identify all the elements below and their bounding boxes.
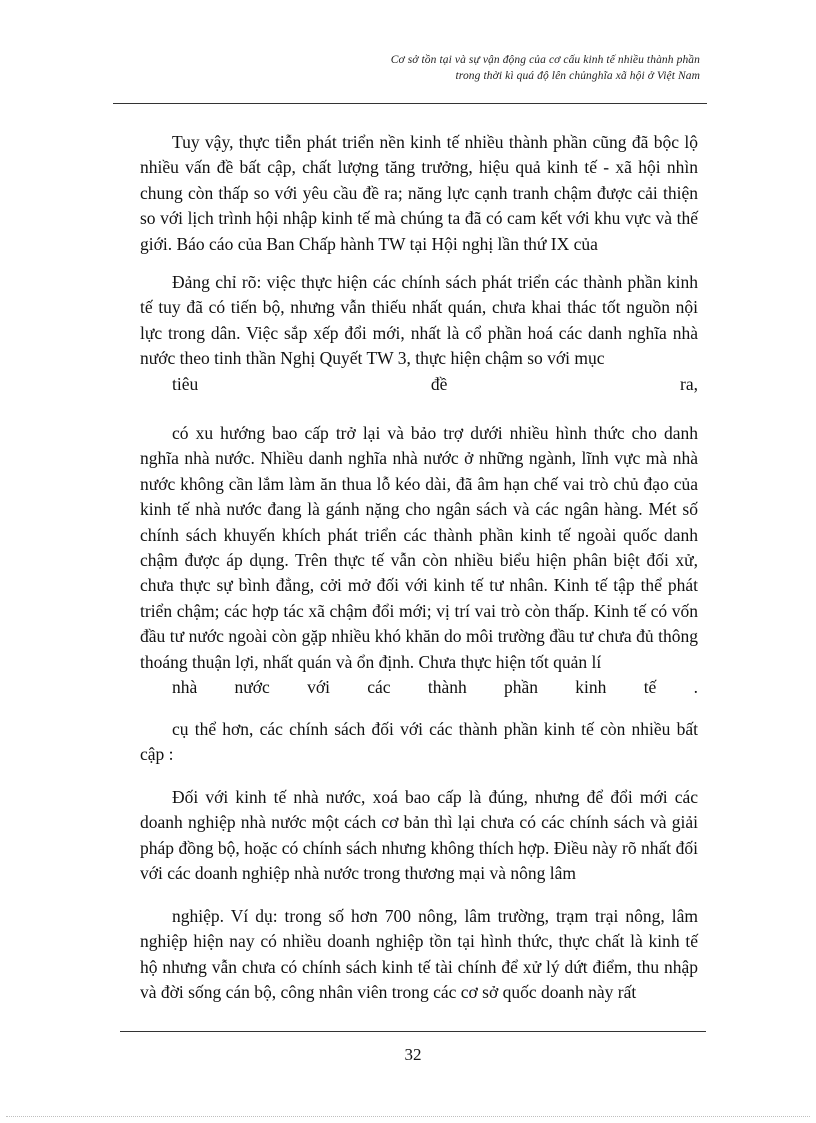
paragraph-2 (140, 270, 698, 397)
footer-rule (120, 1031, 706, 1032)
paragraph-3-last-line: nhà nước với các thành phần kinh tế . (172, 677, 698, 698)
running-header (112, 52, 700, 84)
paragraph-3-body: có xu hướng bao cấp trở lại và bảo trợ dưới nhiều hình thức cho danh nghĩa nhà nước. Nhiều danh nghĩa nhà nước ở những ngành, lĩnh vực mà nhà nước không cần lắm làm ăn thua lỗ kéo dài, đã âm hạn chế vai trò chủ đạo của kinh tế nhà nước đang là gánh nặng cho ngân sách và các ngân hàng. Mét số chính sách khuyến khích phát triển các thành phần kinh tế ngoài quốc danh chậm được áp dụng. Trên thực tế vẫn còn nhiều biểu hiện phân biệt đối xử, chưa thực sự bình đẳng, cởi mở đối với kinh tế tư nhân. Kinh tế tập thể phát triển chậm; các hợp tác xã chậm đổi mới; vị trí vai trò còn thấp. Kinh tế có vốn đầu tư nước ngoài còn gặp nhiều khó khăn do môi trường đầu tư chưa đủ thông thoáng thuận lợi, nhất quán và ổn định. Chưa thực hiện tốt quản lí (140, 423, 698, 672)
page-edge (6, 1100, 810, 1117)
paragraph-2-body: Đảng chỉ rõ: việc thực hiện các chính sách phát triển các thành phần kinh tế tuy đã có tiến bộ, nhưng vẫn thiếu nhất quán, chưa khai thác tốt nguồn nội lực trong dân. Việc sắp xếp đổi mới, nhất là cổ phần hoá các danh nghĩa nhà nước theo tinh thần Nghị Quyết TW 3, thực hiện chậm so với mục (140, 272, 698, 369)
paragraph-3 (140, 421, 698, 700)
running-header-line-1: Cơ sở tồn tại và sự vận động của cơ cấu kinh tế nhiều thành phần (390, 54, 700, 66)
header-rule (113, 103, 707, 104)
paragraph-5: Đối với kinh tế nhà nước, xoá bao cấp là đúng, nhưng để đổi mới các doanh nghiệp nhà nước một cách cơ bản thì lại chưa có các chính sách và giải pháp đồng bộ, hoặc có chính sách nhưng không thích hợp. Điều này rõ nhất đối với các doanh nghiệp nhà nước trong thương mại và nông lâm (140, 787, 698, 884)
paragraph-6: nghiệp. Ví dụ: trong số hơn 700 nông, lâm trường, trạm trại nông, lâm nghiệp hiện nay có nhiều doanh nghiệp tồn tại hình thức, thực chất là kinh tế hộ nhưng vẫn chưa có chính sách kinh tế tài chính để xử lý dứt điểm, thu nhập và đời sống cán bộ, công nhân viên trong các cơ sở quốc doanh này rất (140, 906, 698, 1003)
running-header-line-2: trong thời kì quá độ lên chủnghĩa xã hội ở Việt Nam (455, 70, 700, 82)
paragraph-1: Tuy vậy, thực tiễn phát triển nền kinh tế nhiều thành phần cũng đã bộc lộ nhiều vấn đề bất cập, chất lượng tăng trưởng, hiệu quả kinh tế - xã hội nhìn chung còn thấp so với yêu cầu đề ra; năng lực cạnh tranh chậm được cải thiện so với lịch trình hội nhập kinh tế mà chúng ta đã có cam kết với khu vực và thế giới. Báo cáo của Ban Chấp hành TW tại Hội nghị lần thứ IX của (140, 132, 698, 254)
paragraph-4: cụ thể hơn, các chính sách đối với các thành phần kinh tế còn nhiều bất cập : (140, 719, 698, 765)
page-number: 32 (404, 1045, 422, 1064)
paragraph-2-last-line: tiêu đề ra, (172, 373, 698, 394)
